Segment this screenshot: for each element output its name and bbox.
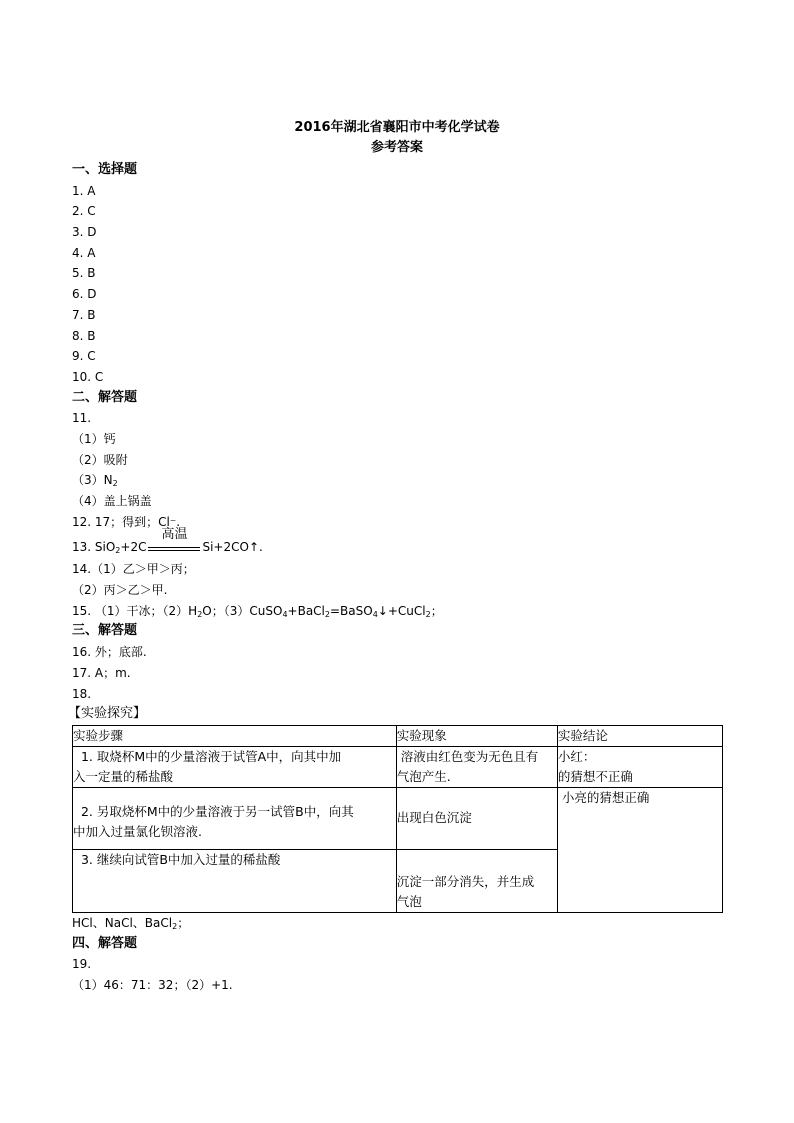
table-header: 实验结论 [557, 725, 722, 746]
table-row [73, 746, 723, 787]
q13-mid: +2C [120, 540, 147, 555]
table-cell [396, 849, 557, 912]
q11-answer-3 [72, 470, 732, 491]
section-heading-answer-2: 二、解答题 [72, 389, 138, 405]
q13-end: . [259, 540, 263, 555]
cell-line: 小红： [557, 748, 596, 764]
table-header-row [73, 725, 723, 746]
table-cell [557, 787, 722, 912]
equals-bar [148, 547, 200, 548]
cell-line: 沉淀一部分消失，并生成 [396, 873, 535, 889]
section-heading-answer-3: 三、解答题 [72, 623, 138, 639]
cell-line: 1. 取烧杯M中的少量溶液于试管A中，向其中加 [73, 748, 342, 764]
table-row [73, 787, 723, 849]
q18-result [72, 913, 732, 934]
answer-item: 4. A [72, 245, 96, 260]
table-cell [73, 787, 397, 849]
q12-answer: 12. 17；得到；Cl⁻. [72, 514, 181, 529]
cell-line: 3. 继续向试管B中加入过量的稀盐酸 [73, 851, 281, 867]
subscript: 2 [172, 921, 178, 931]
table-header: 实验步骤 [73, 725, 397, 746]
answer-item: 3. D [72, 225, 97, 240]
answers-content [68, 160, 732, 996]
cell-line: 入一定量的稀盐酸 [73, 768, 174, 784]
subscript: 4 [372, 609, 378, 619]
answer-item: 1. A [72, 183, 96, 198]
experiment-label: 【实验探究】 [68, 706, 147, 722]
q15-part: =BaSO [329, 603, 373, 618]
cell-line: 中加入过量氯化钡溶液. [73, 824, 202, 840]
q18-result-end: ； [177, 915, 190, 930]
table-cell [73, 746, 397, 787]
cell-line: 气泡产生. [396, 768, 451, 784]
q18-result-text: HCl、NaCl、BaCl [72, 915, 173, 930]
title-block [0, 118, 794, 158]
subscript: 4 [282, 609, 288, 619]
answer-item: 8. B [72, 328, 96, 343]
q11-answer-4: （4）盖上锅盖 [72, 494, 152, 508]
subscript: 2 [115, 546, 121, 556]
q15-part: 15. （1）干冰；（2）H [72, 603, 198, 618]
q19-answer: （1）46：71：32；（2）+1. [72, 977, 233, 992]
table-cell [557, 746, 722, 787]
q15-part: +BaCl [287, 603, 325, 618]
page-title: 2016年湖北省襄阳市中考化学试卷 [294, 120, 500, 135]
cell-line: 溶液由红色变为无色且有 [400, 748, 539, 764]
answer-item: 7. B [72, 307, 96, 322]
equals-bar [148, 550, 200, 551]
cell-line: 的猜想不正确 [557, 768, 633, 784]
condition-label: 高温 [161, 527, 188, 543]
q13-pre: 13. SiO [72, 540, 116, 555]
q14-answer-2: （2）丙＞乙＞甲. [72, 583, 168, 598]
q17-answer: 17. A；m. [72, 665, 131, 680]
section-heading-answer-4: 四、解答题 [72, 935, 138, 951]
section-heading-choice: 一、选择题 [72, 162, 138, 177]
answer-item: 2. C [72, 204, 96, 219]
q16-answer: 16. 外；底部. [72, 645, 147, 660]
q11-answer-1: （1）钙 [72, 431, 116, 446]
cell-line: 气泡 [396, 893, 422, 909]
subscript: 2 [197, 609, 203, 619]
answer-item: 10. C [72, 369, 104, 384]
q15-part: O；（3）CuSO [202, 603, 283, 618]
table-cell [396, 746, 557, 787]
experiment-table [72, 725, 723, 913]
cell-line: 出现白色沉淀 [396, 810, 472, 826]
subscript: 2 [112, 479, 118, 489]
precipitate-arrow-icon: ↓ [377, 603, 388, 618]
q11-answer-2: （2）吸附 [72, 452, 128, 467]
q19-number: 19. [72, 957, 92, 972]
q11-a3-text: （3）N [72, 473, 113, 488]
page-subtitle: 参考答案 [370, 140, 423, 155]
q18-number: 18. [72, 686, 92, 701]
q11-number: 11. [72, 411, 92, 426]
table-cell [396, 787, 557, 849]
answer-item: 5. B [72, 266, 96, 281]
q13-post: Si+2CO [202, 540, 249, 555]
gas-arrow-icon: ↑ [248, 540, 259, 555]
q15-end: ； [430, 603, 443, 618]
q15-answer [72, 601, 732, 622]
q15-part: +CuCl [387, 603, 426, 618]
table-header: 实验现象 [396, 725, 557, 746]
reaction-condition [148, 527, 200, 553]
q13-equation [72, 527, 732, 559]
cell-line: 小亮的猜想正确 [561, 789, 650, 805]
q14-answer-1: 14.（1）乙＞甲＞丙； [72, 562, 195, 577]
answer-item: 9. C [72, 349, 96, 364]
subscript: 2 [425, 609, 431, 619]
subscript: 2 [324, 609, 330, 619]
cell-line: 2. 另取烧杯M中的少量溶液于另一试管B中，向其 [73, 804, 354, 820]
table-cell [73, 849, 397, 912]
answer-item: 6. D [72, 287, 97, 302]
